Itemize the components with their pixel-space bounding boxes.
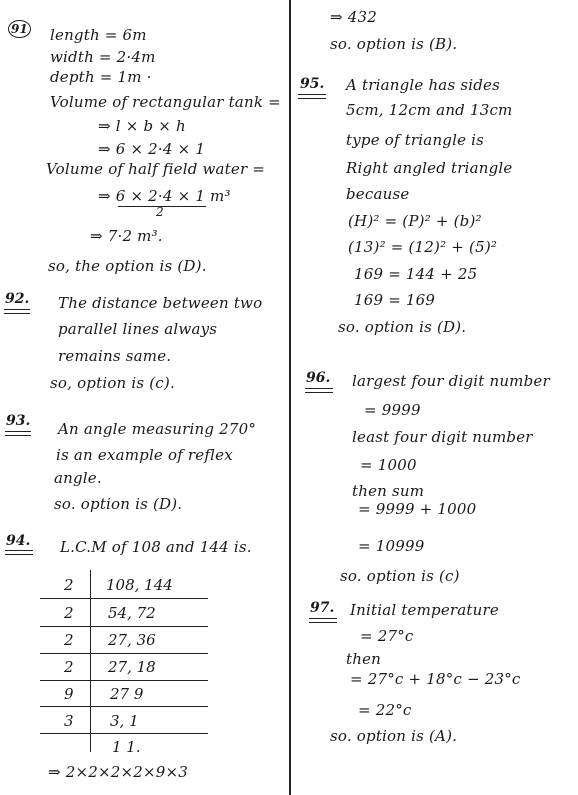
q95-line-3: type of triangle is — [346, 131, 485, 149]
q92-line-1: The distance between two — [58, 294, 263, 312]
q96-line-3: least four digit number — [352, 428, 533, 446]
q96-line-2: = 9999 — [364, 401, 421, 419]
lcm-divisor-1: 2 — [64, 576, 74, 594]
q92-underline — [4, 309, 30, 310]
q92-underline-2 — [4, 313, 30, 314]
lcm-table-rule-1 — [40, 598, 208, 599]
q93-conclusion: so. option is (D). — [54, 495, 183, 513]
lcm-dividend-6: 3, 1 — [110, 712, 139, 730]
lcm-table-rule-5 — [40, 706, 208, 707]
q91-number — [8, 20, 31, 38]
lcm-divisor-5: 9 — [64, 685, 74, 703]
lcm-table-rule-6 — [40, 733, 208, 734]
q91-conclusion: so, the option is (D). — [48, 257, 207, 275]
q91-line-9: ⇒ 7·2 m³. — [90, 227, 163, 245]
q94-answer-value: ⇒ 432 — [330, 8, 377, 26]
lcm-divisor-2: 2 — [64, 604, 74, 622]
q91-line-1: length = 6m — [50, 26, 147, 44]
lcm-dividend-5: 27 9 — [110, 685, 144, 703]
q91-line-4: Volume of rectangular tank = — [50, 93, 281, 111]
lcm-dividend-4: 27, 18 — [108, 658, 156, 676]
q92-conclusion: so, option is (c). — [50, 374, 175, 392]
q97-conclusion: so. option is (A). — [330, 727, 458, 745]
q97-underline — [309, 618, 337, 619]
q94-underline-2 — [5, 554, 33, 555]
q95-number: 95. — [300, 76, 325, 92]
q96-number: 96. — [306, 370, 331, 386]
q97-line-2: = 27°c — [360, 627, 414, 645]
q95-line-6: (H)² = (P)² + (b)² — [348, 212, 482, 230]
lcm-dividend-1: 108, 144 — [106, 576, 173, 594]
q95-line-4: Right angled triangle — [346, 159, 513, 177]
q97-line-4: = 27°c + 18°c − 23°c — [350, 670, 521, 688]
q93-line-1: An angle measuring 270° — [58, 420, 257, 438]
q95-line-9: 169 = 169 — [354, 291, 436, 309]
q92-line-3: remains same. — [58, 347, 172, 365]
q97-line-5: = 22°c — [358, 701, 412, 719]
q91-line-7: Volume of half field water = — [46, 160, 266, 178]
lcm-divisor-6: 3 — [64, 712, 74, 730]
q97-line-3: then — [346, 650, 382, 668]
lcm-final-row: 1 1. — [112, 738, 141, 756]
q93-line-3: angle. — [54, 469, 102, 487]
q97-underline-2 — [309, 622, 337, 623]
q96-underline-2 — [305, 392, 333, 393]
lcm-divisor-4: 2 — [64, 658, 74, 676]
q96-underline — [305, 388, 333, 389]
q95-conclusion: so. option is (D). — [338, 318, 467, 336]
q94-line-1: L.C.M of 108 and 144 is. — [60, 538, 252, 556]
q97-line-1: Initial temperature — [350, 601, 499, 619]
q94-conclusion: so. option is (B). — [330, 35, 458, 53]
q96-line-4: = 1000 — [360, 456, 417, 474]
q91-line-3: depth = 1m · — [50, 68, 152, 86]
q95-line-8: 169 = 144 + 25 — [354, 265, 478, 283]
q96-line-7: = 10999 — [358, 537, 425, 555]
q95-line-1: A triangle has sides — [346, 76, 500, 94]
lcm-dividend-2: 54, 72 — [108, 604, 156, 622]
q93-underline — [5, 431, 31, 432]
q94-underline — [5, 550, 33, 551]
q93-number: 93. — [6, 413, 31, 429]
lcm-divisor-3: 2 — [64, 631, 74, 649]
lcm-table-rule-2 — [40, 626, 208, 627]
q96-line-1: largest four digit number — [352, 372, 550, 390]
column-divider — [289, 0, 291, 795]
lcm-table-rule-3 — [40, 653, 208, 654]
q91-line-6: ⇒ 6 × 2·4 × 1 — [98, 140, 206, 158]
q95-underline — [298, 94, 326, 95]
q92-number: 92. — [5, 291, 30, 307]
q91-line-2: width = 2·4m — [50, 48, 156, 66]
q97-number: 97. — [310, 600, 335, 616]
q96-line-6: = 9999 + 1000 — [358, 500, 477, 518]
q94-result: ⇒ 2×2×2×2×9×3 — [48, 763, 189, 781]
lcm-table-rule-4 — [40, 680, 208, 681]
q93-underline-2 — [5, 435, 31, 436]
q96-line-5: then sum — [352, 482, 425, 500]
q95-line-2: 5cm, 12cm and 13cm — [346, 101, 513, 119]
q91-denominator: 2 — [156, 205, 164, 219]
q91-line-8: ⇒ 6 × 2·4 × 1 m³ — [98, 187, 231, 205]
q91-line-5: ⇒ l × b × h — [98, 117, 186, 135]
q92-line-2: parallel lines always — [58, 320, 218, 338]
q93-line-2: is an example of reflex — [56, 446, 233, 464]
q94-number: 94. — [6, 533, 31, 549]
lcm-dividend-3: 27, 36 — [108, 631, 156, 649]
q91-number-circle: 91 — [8, 20, 31, 38]
q95-line-5: because — [346, 185, 410, 203]
q95-underline-2 — [298, 98, 326, 99]
q95-line-7: (13)² = (12)² + (5)² — [348, 238, 498, 256]
q96-conclusion: so. option is (c) — [340, 567, 460, 585]
